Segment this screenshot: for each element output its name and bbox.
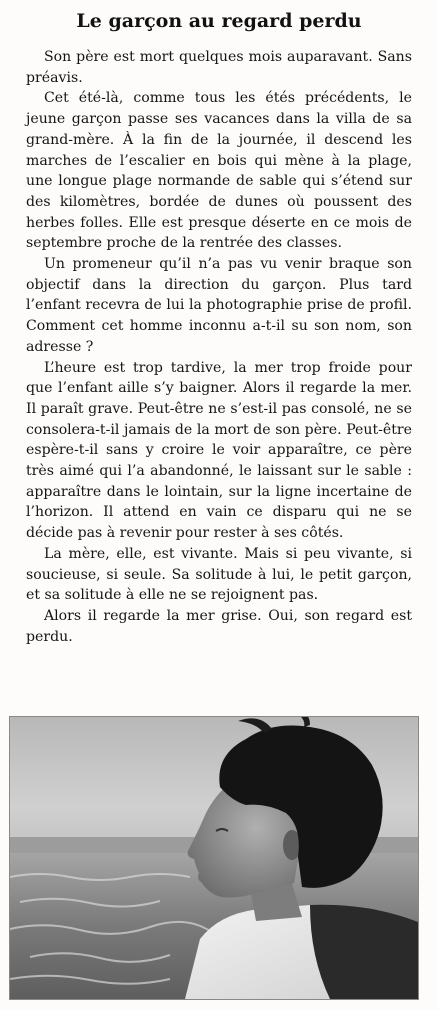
boy-profile-photo xyxy=(9,716,419,1000)
paragraph: L’heure est trop tardive, la mer trop froide pour que l’enfant aille s’y baigner. Alors il regarde la mer. Il paraît grave. Peut-être ne s’est-il pas consolé, ne se consolera-t-il jamais de la mort de son père. Peut-être espère-t-il sans y croire le voir apparaître, ce père très aimé qui l’a abandonné, le laissant sur le sable : apparaître dans le lointain, sur la ligne incertaine de l’horizon. Il attend en vain ce disparu qui ne se décide pas à revenir pour rester à ses côtés. xyxy=(26,359,412,542)
paragraph: Son père est mort quelques mois auparavant. Sans préavis. xyxy=(26,49,412,86)
paragraph: Alors il regarde la mer grise. Oui, son regard est perdu. xyxy=(26,607,412,645)
paragraph: La mère, elle, est vivante. Mais si peu vivante, si soucieuse, si seule. Sa solitude à lui, le petit garçon, et sa solitude à elle ne se rejoignent pas. xyxy=(26,545,412,604)
paragraph: Un promeneur qu’il n’a pas vu venir braque son objectif dans la direction du garçon. Plus tard l’enfant recevra de lui la photographie prise de profil. Comment cet homme inconnu a-t-il su son nom, son adresse ? xyxy=(26,256,412,355)
body-text xyxy=(26,47,412,647)
photo-illustration xyxy=(10,717,418,999)
jacket xyxy=(310,905,418,999)
page-title: Le garçon au regard perdu xyxy=(76,10,362,32)
paragraph: Cet été-là, comme tous les étés précédents, le jeune garçon passe ses vacances dans la villa de sa grand-mère. À la fin de la journée, il descend les marches de l’escalier en bois qui mène à la plage, une longue plage normande de sable qui s’étend sur des kilomètres, bordée de dunes où poussent des herbes folles. Elle est presque déserte en ce mois de septembre proche de la rentrée des classes. xyxy=(26,90,412,252)
